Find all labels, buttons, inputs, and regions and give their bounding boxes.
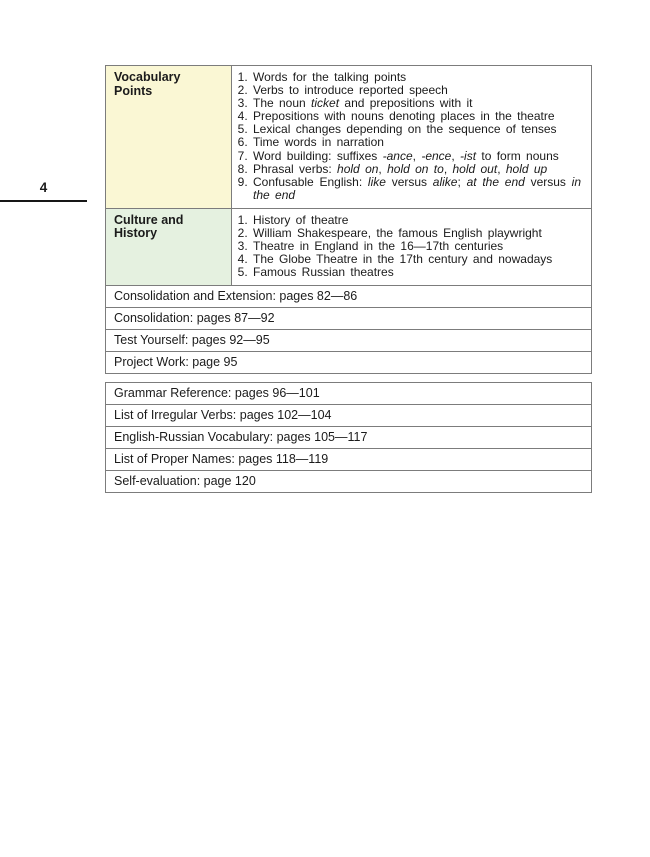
page-number-block xyxy=(0,180,87,202)
page-ref-row: Grammar Reference: pages 96—101 xyxy=(106,383,591,405)
text-segment: Words for the talking points xyxy=(253,70,407,84)
text-segment: Phrasal verbs: xyxy=(253,161,338,176)
culture-header-label: Culture and History xyxy=(114,212,184,241)
italic-text-segment: like xyxy=(367,174,386,189)
italic-text-segment: hold on xyxy=(337,161,379,176)
culture-list xyxy=(234,214,581,279)
text-segment: to form nouns xyxy=(476,148,559,163)
text-segment: Prepositions with nouns denoting places in the theatre xyxy=(253,109,555,124)
text-segment: The noun xyxy=(253,96,312,111)
vocabulary-header-label: Vocabulary Points xyxy=(114,70,181,98)
text-segment: and prepositions with it xyxy=(339,96,473,111)
appendix-rows xyxy=(106,383,591,492)
text-segment: William Shakespeare, the famous English playwright xyxy=(253,226,542,241)
page-ref-row: Test Yourself: pages 92—95 xyxy=(106,330,591,352)
italic-text-segment: hold on to xyxy=(387,161,444,176)
vocabulary-section-row xyxy=(106,66,591,209)
italic-text-segment: hold out xyxy=(452,161,498,176)
italic-text-segment: -ance xyxy=(382,148,413,163)
appendix-table xyxy=(105,382,592,493)
vocabulary-list xyxy=(234,71,581,202)
text-segment: The Globe Theatre in the 17th century and nowadays xyxy=(253,252,553,267)
culture-section-row xyxy=(106,209,591,286)
page-ref-row: English-Russian Vocabulary: pages 105—117 xyxy=(106,427,591,449)
list-item xyxy=(253,266,581,279)
italic-text-segment: ticket xyxy=(311,96,340,111)
page-number-rule xyxy=(0,200,87,202)
italic-text-segment: in the end xyxy=(253,174,582,202)
culture-items-cell xyxy=(232,209,591,285)
italic-text-segment: hold up xyxy=(505,161,548,176)
unit-plan-table xyxy=(105,65,592,374)
text-segment: , xyxy=(443,161,453,176)
text-segment: History of theatre xyxy=(253,212,349,227)
text-segment: Theatre in England in the 16—17th centuries xyxy=(253,239,504,254)
text-segment: , xyxy=(412,148,422,163)
italic-text-segment: at the end xyxy=(466,174,525,189)
text-segment: versus xyxy=(385,174,433,189)
text-segment: Famous Russian theatres xyxy=(253,265,394,280)
page-ref-row: Project Work: page 95 xyxy=(106,352,591,373)
italic-text-segment: -ist xyxy=(460,148,477,163)
page-number: 4 xyxy=(39,180,48,195)
italic-text-segment: -ence xyxy=(421,148,452,163)
page-ref-row: Consolidation and Extension: pages 82—86 xyxy=(106,286,591,308)
culture-header-cell xyxy=(106,209,232,285)
summary-rows xyxy=(106,286,591,373)
italic-text-segment: alike xyxy=(432,174,458,189)
vocabulary-header-cell xyxy=(106,66,232,208)
text-segment: , xyxy=(378,161,388,176)
text-segment: Word building: suffixes xyxy=(253,148,383,163)
text-segment: ; xyxy=(457,174,467,189)
content-area xyxy=(105,65,592,493)
page-ref-row: Self-evaluation: page 120 xyxy=(106,471,591,492)
text-segment: , xyxy=(497,161,506,176)
page-ref-row: Consolidation: pages 87—92 xyxy=(106,308,591,330)
text-segment: versus xyxy=(524,174,572,189)
text-segment: , xyxy=(451,148,461,163)
page-ref-row: List of Proper Names: pages 118—119 xyxy=(106,449,591,471)
vocabulary-items-cell xyxy=(232,66,591,208)
list-item xyxy=(253,176,581,202)
text-segment: Lexical changes depending on the sequence of tenses xyxy=(253,122,557,137)
page-ref-row: List of Irregular Verbs: pages 102—104 xyxy=(106,405,591,427)
text-segment: Verbs to introduce reported speech xyxy=(253,83,448,98)
text-segment: Confusable English: xyxy=(253,174,368,189)
text-segment: Time words in narration xyxy=(253,135,384,150)
